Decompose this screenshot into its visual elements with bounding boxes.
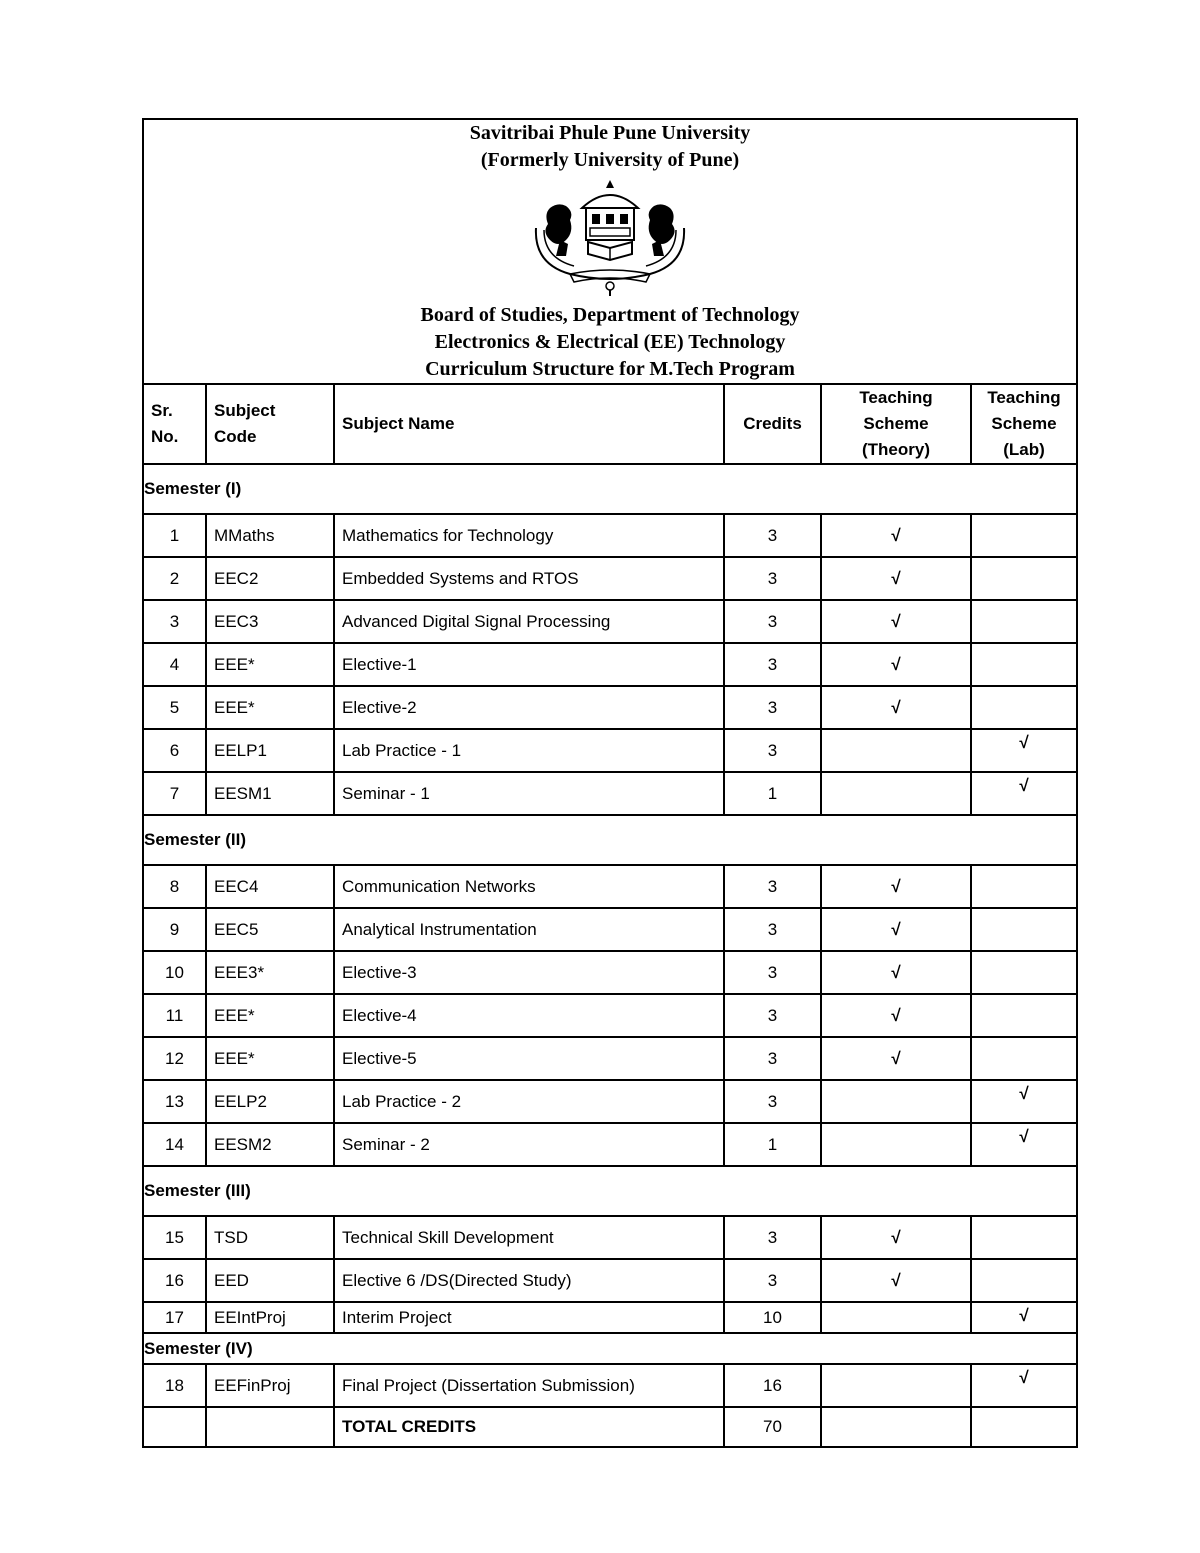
theory-tick-cell	[821, 729, 971, 772]
credits-cell: 1	[724, 1123, 821, 1166]
sr-no-cell: 5	[143, 686, 206, 729]
theory-tick-cell: √	[821, 557, 971, 600]
theory-tick-cell	[821, 1302, 971, 1333]
table-row	[143, 1037, 1077, 1080]
total-lab-empty	[971, 1407, 1077, 1447]
subject-code-cell: TSD	[206, 1216, 334, 1259]
credits-cell: 3	[724, 600, 821, 643]
sr-no-cell: 6	[143, 729, 206, 772]
credits-cell: 3	[724, 1080, 821, 1123]
table-row	[143, 951, 1077, 994]
subject-name-cell: Lab Practice - 2	[334, 1080, 724, 1123]
theory-tick-cell: √	[821, 514, 971, 557]
total-theory-empty	[821, 1407, 971, 1447]
title-row	[143, 119, 1077, 384]
table-row	[143, 994, 1077, 1037]
subject-name-cell: Elective-3	[334, 951, 724, 994]
sr-no-cell: 14	[143, 1123, 206, 1166]
theory-tick-cell: √	[821, 643, 971, 686]
table-row	[143, 1080, 1077, 1123]
col-sr-no	[143, 384, 206, 464]
col-theory-line3: (Theory)	[862, 440, 930, 459]
subject-name-cell: Analytical Instrumentation	[334, 908, 724, 951]
credits-cell: 16	[724, 1364, 821, 1407]
lab-tick-cell	[971, 1037, 1077, 1080]
table-row	[143, 557, 1077, 600]
credits-cell: 3	[724, 686, 821, 729]
subject-code-cell: EEE3*	[206, 951, 334, 994]
col-subject-code-line1: Subject	[214, 401, 276, 420]
semester-header	[143, 464, 1077, 514]
theory-tick-cell	[821, 1123, 971, 1166]
sr-no-cell: 13	[143, 1080, 206, 1123]
university-seal	[530, 178, 690, 296]
total-row	[143, 1407, 1077, 1447]
sr-no-cell: 8	[143, 865, 206, 908]
table-row	[143, 729, 1077, 772]
theory-tick-cell: √	[821, 1216, 971, 1259]
table-row	[143, 1216, 1077, 1259]
theory-tick-cell	[821, 1080, 971, 1123]
semester-label: Semester (IV)	[143, 1333, 1077, 1364]
col-theory	[821, 384, 971, 464]
subject-code-cell: EEE*	[206, 686, 334, 729]
theory-tick-cell: √	[821, 908, 971, 951]
total-credits-value: 70	[724, 1407, 821, 1447]
subject-code-cell: EED	[206, 1259, 334, 1302]
credits-cell: 3	[724, 994, 821, 1037]
credits-cell: 3	[724, 1216, 821, 1259]
subject-code-cell: EEE*	[206, 643, 334, 686]
lab-tick-cell	[971, 643, 1077, 686]
credits-cell: 3	[724, 1037, 821, 1080]
subject-code-cell: EEE*	[206, 1037, 334, 1080]
col-lab-line1: Teaching	[987, 388, 1061, 407]
theory-tick-cell: √	[821, 686, 971, 729]
subject-name-cell: Seminar - 2	[334, 1123, 724, 1166]
subject-name-cell: Elective-2	[334, 686, 724, 729]
subject-code-cell: EELP1	[206, 729, 334, 772]
sr-no-cell: 15	[143, 1216, 206, 1259]
subject-code-cell: EESM2	[206, 1123, 334, 1166]
table-row	[143, 1302, 1077, 1333]
col-lab-line3: (Lab)	[1003, 440, 1045, 459]
subject-name-cell: Elective 6 /DS(Directed Study)	[334, 1259, 724, 1302]
lab-tick-cell: √	[971, 1080, 1077, 1123]
sr-no-cell: 4	[143, 643, 206, 686]
subject-code-cell: EEC4	[206, 865, 334, 908]
theory-tick-cell: √	[821, 865, 971, 908]
col-lab-line2: Scheme	[991, 414, 1057, 433]
total-sr-empty	[143, 1407, 206, 1447]
credits-cell: 10	[724, 1302, 821, 1333]
subject-code-cell: EEFinProj	[206, 1364, 334, 1407]
lab-tick-cell	[971, 951, 1077, 994]
subject-name-cell: Advanced Digital Signal Processing	[334, 600, 724, 643]
former-name: (Formerly University of Pune)	[480, 149, 740, 171]
sr-no-cell: 18	[143, 1364, 206, 1407]
total-credits-label: TOTAL CREDITS	[334, 1407, 724, 1447]
lab-tick-cell	[971, 1216, 1077, 1259]
board-title: Board of Studies, Department of Technology	[420, 304, 800, 326]
theory-tick-cell	[821, 772, 971, 815]
subject-code-cell: EESM1	[206, 772, 334, 815]
lab-tick-cell	[971, 865, 1077, 908]
lab-tick-cell	[971, 600, 1077, 643]
subject-code-cell: EEC3	[206, 600, 334, 643]
curriculum-table	[142, 118, 1078, 1448]
lab-tick-cell	[971, 557, 1077, 600]
lab-tick-cell	[971, 686, 1077, 729]
credits-cell: 3	[724, 557, 821, 600]
structure-title: Curriculum Structure for M.Tech Program	[425, 358, 795, 380]
table-row	[143, 908, 1077, 951]
lab-tick-cell	[971, 514, 1077, 557]
program-title: Electronics & Electrical (EE) Technology	[434, 331, 786, 353]
lab-tick-cell	[971, 994, 1077, 1037]
subject-name-cell: Communication Networks	[334, 865, 724, 908]
lab-tick-cell: √	[971, 1364, 1077, 1407]
table-row	[143, 865, 1077, 908]
subject-name-cell: Mathematics for Technology	[334, 514, 724, 557]
semester-label: Semester (III)	[143, 1166, 1077, 1216]
sr-no-cell: 1	[143, 514, 206, 557]
sr-no-cell: 3	[143, 600, 206, 643]
col-lab	[971, 384, 1077, 464]
credits-cell: 3	[724, 908, 821, 951]
semester-label: Semester (I)	[143, 464, 1077, 514]
lab-tick-cell: √	[971, 729, 1077, 772]
col-theory-line2: Scheme	[863, 414, 929, 433]
theory-tick-cell: √	[821, 994, 971, 1037]
sr-no-cell: 10	[143, 951, 206, 994]
subject-code-cell: EEIntProj	[206, 1302, 334, 1333]
credits-cell: 3	[724, 1259, 821, 1302]
sr-no-cell: 17	[143, 1302, 206, 1333]
semester-label: Semester (II)	[143, 815, 1077, 865]
lab-tick-cell	[971, 908, 1077, 951]
theory-tick-cell	[821, 1364, 971, 1407]
lab-tick-cell: √	[971, 1302, 1077, 1333]
university-name: Savitribai Phule Pune University	[469, 122, 751, 144]
theory-tick-cell: √	[821, 951, 971, 994]
credits-cell: 3	[724, 514, 821, 557]
sr-no-cell: 11	[143, 994, 206, 1037]
col-subject-code	[206, 384, 334, 464]
subject-name-cell: Embedded Systems and RTOS	[334, 557, 724, 600]
sr-no-cell: 7	[143, 772, 206, 815]
lab-tick-cell: √	[971, 772, 1077, 815]
credits-cell: 3	[724, 643, 821, 686]
subject-code-cell: MMaths	[206, 514, 334, 557]
subject-code-cell: EEC2	[206, 557, 334, 600]
table-row	[143, 1123, 1077, 1166]
table-row	[143, 600, 1077, 643]
semester-header	[143, 1166, 1077, 1216]
subject-code-cell: EEC5	[206, 908, 334, 951]
table-row	[143, 514, 1077, 557]
subject-code-cell: EELP2	[206, 1080, 334, 1123]
subject-code-cell: EEE*	[206, 994, 334, 1037]
col-credits: Credits	[724, 384, 821, 464]
table-row	[143, 1259, 1077, 1302]
sr-no-cell: 12	[143, 1037, 206, 1080]
col-sr-no-line2: No.	[151, 427, 179, 446]
semester-header	[143, 1333, 1077, 1364]
table-row	[143, 643, 1077, 686]
theory-tick-cell: √	[821, 600, 971, 643]
sr-no-cell: 2	[143, 557, 206, 600]
sr-no-cell: 9	[143, 908, 206, 951]
subject-name-cell: Elective-1	[334, 643, 724, 686]
subject-name-cell: Interim Project	[334, 1302, 724, 1333]
credits-cell: 3	[724, 951, 821, 994]
credits-cell: 3	[724, 729, 821, 772]
subject-name-cell: Elective-5	[334, 1037, 724, 1080]
col-subject-name: Subject Name	[334, 384, 724, 464]
column-header-row	[143, 384, 1077, 464]
lab-tick-cell: √	[971, 1123, 1077, 1166]
table-row	[143, 772, 1077, 815]
sr-no-cell: 16	[143, 1259, 206, 1302]
col-theory-line1: Teaching	[859, 388, 933, 407]
subject-name-cell: Final Project (Dissertation Submission)	[334, 1364, 724, 1407]
lab-tick-cell	[971, 1259, 1077, 1302]
subject-name-cell: Elective-4	[334, 994, 724, 1037]
col-subject-code-line2: Code	[214, 427, 257, 446]
subject-name-cell: Technical Skill Development	[334, 1216, 724, 1259]
semester-header	[143, 815, 1077, 865]
subject-name-cell: Seminar - 1	[334, 772, 724, 815]
total-code-empty	[206, 1407, 334, 1447]
credits-cell: 3	[724, 865, 821, 908]
credits-cell: 1	[724, 772, 821, 815]
table-row	[143, 686, 1077, 729]
subject-name-cell: Lab Practice - 1	[334, 729, 724, 772]
theory-tick-cell: √	[821, 1037, 971, 1080]
document-header	[143, 119, 1077, 384]
university-seal-icon	[530, 178, 690, 296]
col-sr-no-line1: Sr.	[151, 401, 173, 420]
theory-tick-cell: √	[821, 1259, 971, 1302]
table-row	[143, 1364, 1077, 1407]
